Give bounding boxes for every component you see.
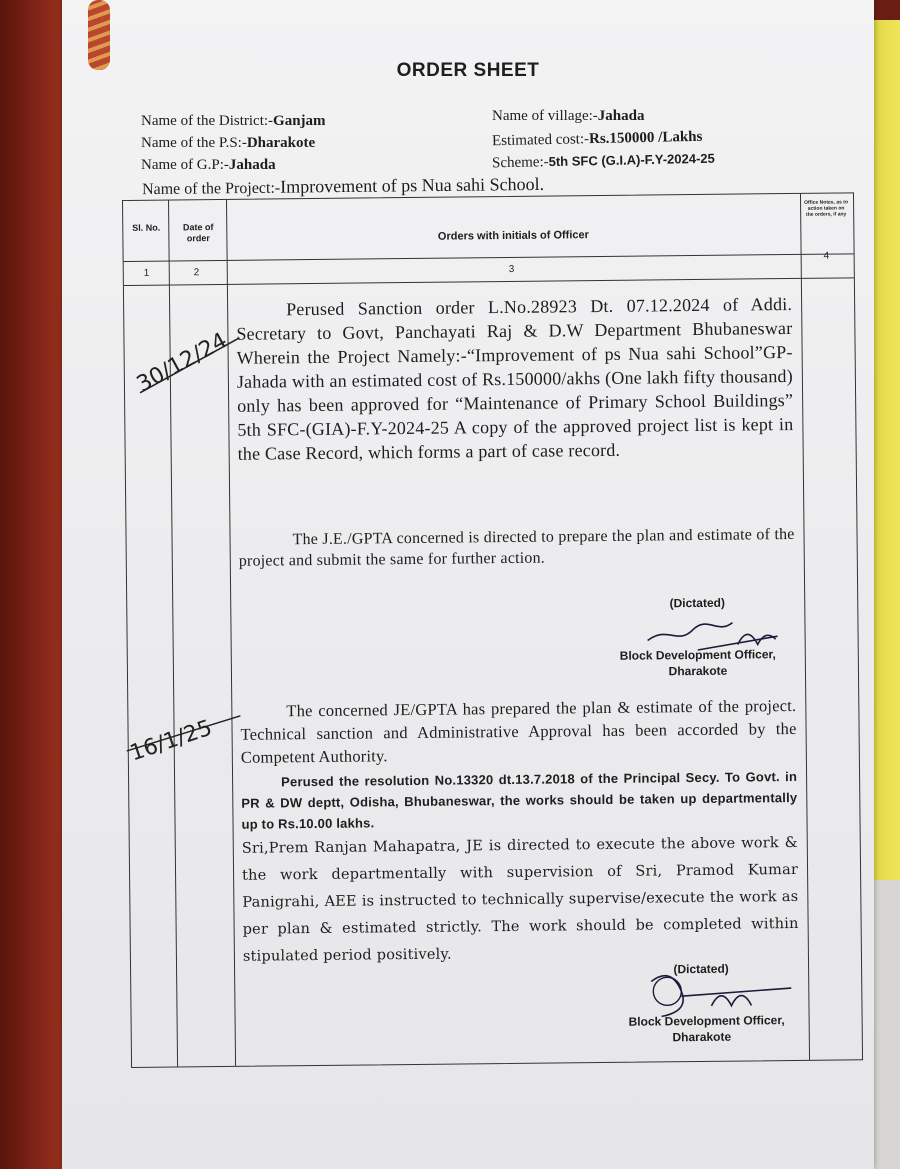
district-line: Name of the District:-Ganjam — [141, 113, 326, 129]
order-paragraph: The J.E./GPTA concerned is directed to prepare the plan and estimate of the project and submit the same for further action. — [238, 525, 795, 570]
order-paragraph: Perused Sanction order L.No.28923 Dt. 07.12.2024 of Addi. Secretary to Govt, Panchayati Raj & D.W Department Bhubaneswar Wherein the Project Namely:-“Improvement of ps Nua sahi School”GP-Jahada with an estimated cost of Rs.150000/akhs (One lakh fifty thousand) only has been approved for “Maintenance of Primary School Buildings” 5th SFC-(GIA)-F.Y-2024-25 A copy of the approved project list is kept in the Case Record, which forms a part of case record. — [236, 293, 794, 464]
dictated-label: (Dictated) — [669, 595, 725, 611]
col-number: 4 — [823, 250, 830, 262]
signatory-place: Dharakote — [672, 1029, 732, 1045]
col-divider — [800, 194, 810, 1060]
dictated-label: (Dictated) — [673, 961, 729, 977]
scheme-line: Scheme:-5th SFC (G.I.A)-F.Y-2024-25 — [491, 150, 715, 172]
order-paragraph: Perused the resolution No.13320 dt.13.7.2018 of the Principal Secy. To Govt. in PR & DW deptt, Odisha, Bhubaneswar, the works should be taken up departmentally up to Rs.10.00 lakhs. — [241, 768, 798, 832]
col-header-sl: Sl. No. — [132, 222, 161, 233]
col-number: 2 — [193, 267, 200, 279]
order-date-handwritten: 30/12/24 — [132, 328, 232, 398]
order-paragraph: The concerned JE/GPTA has prepared the plan & estimate of the project. Technical sanction and Administrative Approval has been accorded by the Competent Authority. — [240, 695, 797, 767]
col-number: 1 — [143, 267, 150, 279]
col-header-orders: Orders with initials of Officer — [437, 229, 589, 243]
row-divider — [124, 277, 854, 286]
orders-table — [122, 192, 863, 1068]
row-divider — [124, 250, 854, 262]
signatory-title: Block Development Officer, — [628, 1013, 785, 1029]
order-paragraph: Sri,Prem Ranjan Mahapatra, JE is directed to execute the above work & the work departmentally with supervision of Sri, Pramod Kumar Panigrahi, AEE is instructed to technically supervise/execute the work as per plan & estimated strictly. The work should be completed within stipulated period positively. — [241, 834, 799, 965]
cost-line: Estimated cost:-Rs.150000 /Lakhs — [491, 128, 703, 150]
date-strike-mark — [124, 700, 245, 761]
gp-line: Name of G.P:-Jahada — [141, 157, 276, 173]
signatory-title: Block Development Officer, — [619, 647, 776, 663]
project-line: Name of the Project:-Improvement of ps Nua sahi School. — [141, 173, 545, 199]
village-line: Name of village:-Jahada — [492, 108, 645, 124]
page-title: ORDER SHEET — [396, 60, 540, 81]
date-strike-mark — [134, 330, 245, 401]
col-header-date: Date of order — [182, 222, 214, 244]
col-header-notes: Office Notes, as to action taken on the orders, if any — [804, 199, 849, 218]
ps-line: Name of the P.S:-Dharakote — [141, 135, 316, 151]
order-date-handwritten: 16/1/25 — [126, 715, 216, 767]
col-number: 3 — [508, 263, 515, 275]
signatory-place: Dharakote — [668, 663, 728, 679]
